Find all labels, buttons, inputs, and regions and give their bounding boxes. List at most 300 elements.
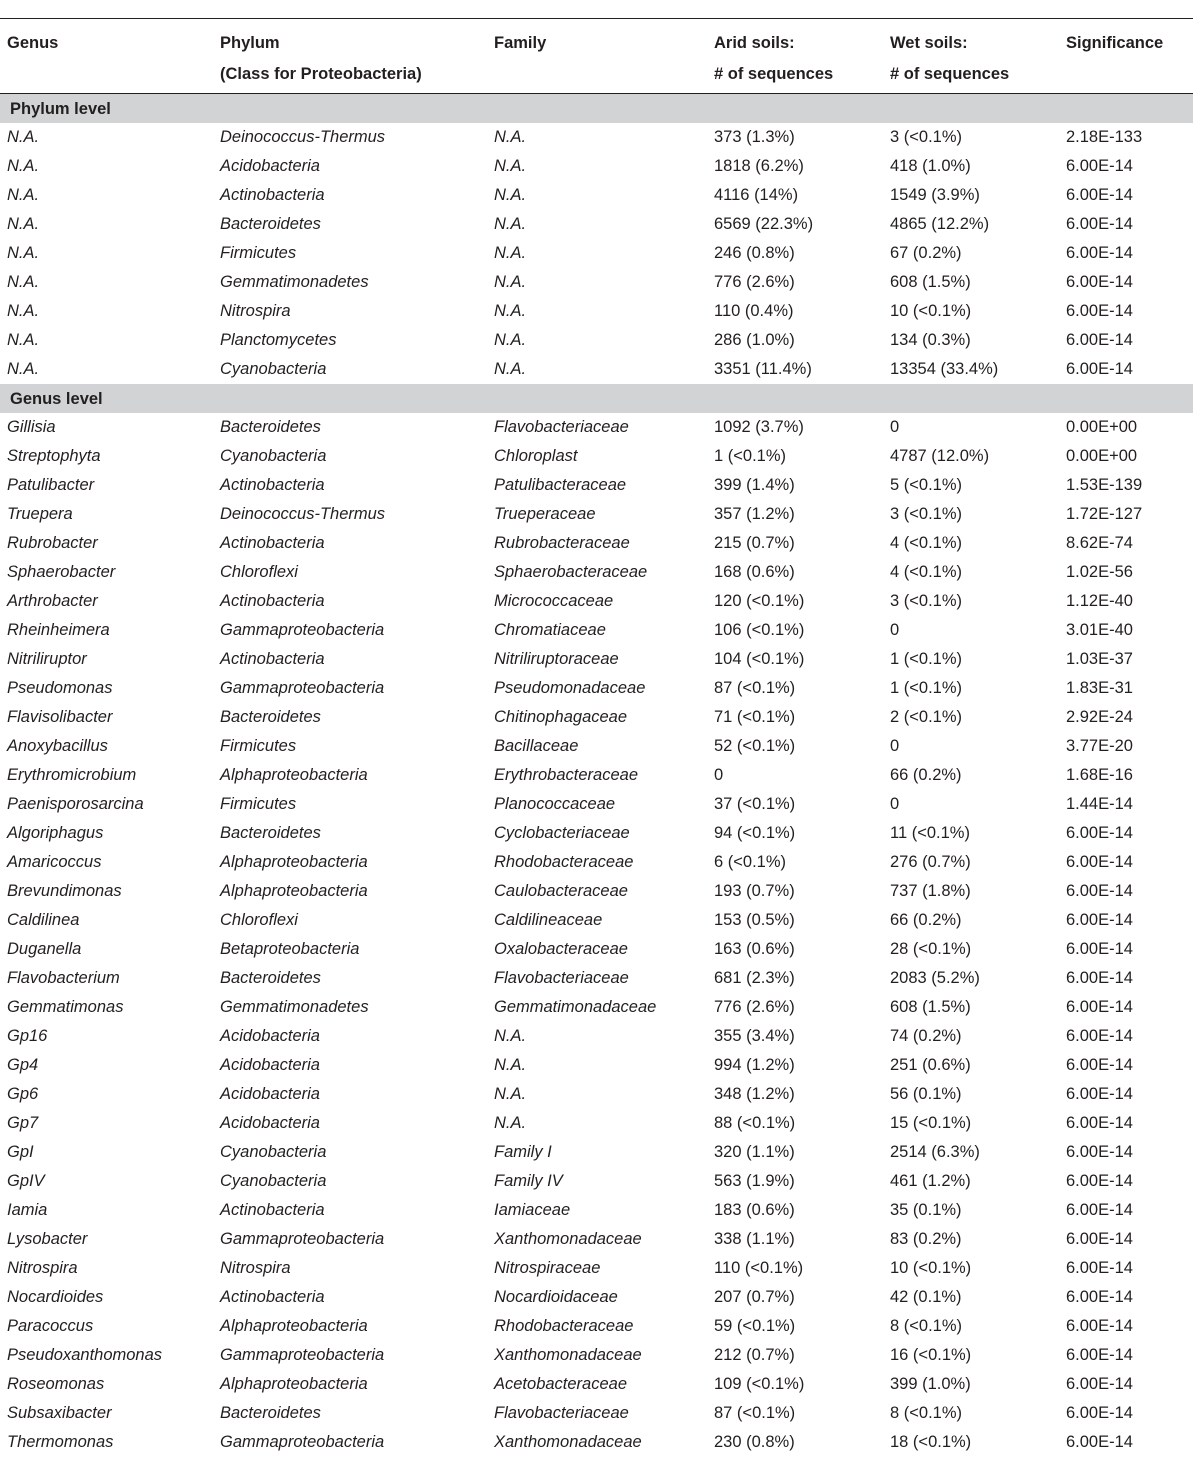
wet-cell: 83 (0.2%) — [890, 1230, 962, 1248]
family-cell: Chloroplast — [494, 447, 578, 465]
arid-cell: 994 (1.2%) — [714, 1056, 795, 1074]
table-row — [0, 819, 1193, 848]
family-cell: N.A. — [494, 157, 527, 175]
table-row — [0, 413, 1193, 442]
wet-cell: 608 (1.5%) — [890, 273, 971, 291]
genus-cell: Roseomonas — [7, 1375, 105, 1393]
genus-cell: Paenisporosarcina — [7, 795, 144, 813]
genus-cell: Patulibacter — [7, 476, 95, 494]
genus-cell: N.A. — [7, 186, 40, 204]
significance-cell: 1.53E-139 — [1066, 476, 1143, 494]
wet-cell: 4865 (12.2%) — [890, 215, 990, 233]
significance-cell: 6.00E-14 — [1066, 853, 1133, 871]
wet-cell: 1 (<0.1%) — [890, 679, 962, 697]
wet-cell: 134 (0.3%) — [890, 331, 971, 349]
significance-cell: 6.00E-14 — [1066, 1404, 1133, 1422]
genus-cell: Rheinheimera — [7, 621, 110, 639]
arid-cell: 776 (2.6%) — [714, 998, 795, 1016]
wet-cell: 0 — [890, 737, 900, 755]
family-cell: Nitrospiraceae — [494, 1259, 601, 1277]
arid-cell: 338 (1.1%) — [714, 1230, 795, 1248]
family-cell: N.A. — [494, 186, 527, 204]
wet-cell: 15 (<0.1%) — [890, 1114, 972, 1132]
header-arid-sequences: # of sequences — [714, 65, 834, 83]
significance-cell: 6.00E-14 — [1066, 998, 1133, 1016]
wet-cell: 2514 (6.3%) — [890, 1143, 980, 1161]
genus-cell: GpI — [7, 1143, 34, 1161]
wet-cell: 399 (1.0%) — [890, 1375, 971, 1393]
wet-cell: 0 — [890, 795, 900, 813]
phylum-cell: Cyanobacteria — [220, 1172, 327, 1190]
wet-cell: 0 — [890, 418, 900, 436]
genus-cell: N.A. — [7, 360, 40, 378]
family-cell: Sphaerobacteraceae — [494, 563, 648, 581]
table-row — [0, 1196, 1193, 1225]
arid-cell: 776 (2.6%) — [714, 273, 795, 291]
arid-cell: 348 (1.2%) — [714, 1085, 795, 1103]
phylum-cell: Chloroflexi — [220, 911, 298, 929]
phylum-cell: Bacteroidetes — [220, 708, 321, 726]
genus-cell: Anoxybacillus — [7, 737, 108, 755]
significance-cell: 6.00E-14 — [1066, 302, 1133, 320]
phylum-cell: Acidobacteria — [220, 1085, 320, 1103]
genus-cell: Iamia — [7, 1201, 48, 1219]
header-family: Family — [494, 34, 547, 52]
significance-cell: 6.00E-14 — [1066, 824, 1133, 842]
section-header-row — [0, 384, 1193, 413]
family-cell: Micrococcaceae — [494, 592, 614, 610]
wet-cell: 67 (0.2%) — [890, 244, 962, 262]
phylum-cell: Firmicutes — [220, 795, 297, 813]
table-row — [0, 993, 1193, 1022]
significance-cell: 6.00E-14 — [1066, 1143, 1133, 1161]
significance-cell: 6.00E-14 — [1066, 273, 1133, 291]
phylum-cell: Actinobacteria — [220, 186, 325, 204]
arid-cell: 37 (<0.1%) — [714, 795, 796, 813]
header-wet-soils: Wet soils: — [890, 34, 968, 52]
wet-cell: 35 (0.1%) — [890, 1201, 962, 1219]
table-row — [0, 123, 1193, 152]
arid-cell: 286 (1.0%) — [714, 331, 795, 349]
wet-cell: 74 (0.2%) — [890, 1027, 962, 1045]
table-row — [0, 877, 1193, 906]
significance-cell: 2.92E-24 — [1066, 708, 1133, 726]
table-row — [0, 471, 1193, 500]
phylum-cell: Gammaproteobacteria — [220, 1433, 385, 1451]
phylum-cell: Deinococcus-Thermus — [220, 128, 386, 146]
significance-cell: 1.44E-14 — [1066, 795, 1133, 813]
family-cell: N.A. — [494, 128, 527, 146]
family-cell: Flavobacteriaceae — [494, 1404, 629, 1422]
wet-cell: 13354 (33.4%) — [890, 360, 999, 378]
wet-cell: 4 (<0.1%) — [890, 534, 962, 552]
wet-cell: 0 — [890, 621, 900, 639]
data-table — [0, 18, 1193, 1457]
genus-cell: Truepera — [7, 505, 73, 523]
family-cell: Flavobacteriaceae — [494, 418, 629, 436]
family-cell: N.A. — [494, 215, 527, 233]
table-row — [0, 355, 1193, 384]
family-cell: N.A. — [494, 1114, 527, 1132]
phylum-cell: Gammaproteobacteria — [220, 1346, 385, 1364]
family-cell: Erythrobacteraceae — [494, 766, 638, 784]
family-cell: Iamiaceae — [494, 1201, 571, 1219]
significance-cell: 6.00E-14 — [1066, 1288, 1133, 1306]
table-header — [0, 19, 1193, 93]
genus-cell: N.A. — [7, 331, 40, 349]
genus-cell: Sphaerobacter — [7, 563, 116, 581]
significance-cell: 6.00E-14 — [1066, 157, 1133, 175]
family-cell: Pseudomonadaceae — [494, 679, 646, 697]
table-row — [0, 529, 1193, 558]
arid-cell: 106 (<0.1%) — [714, 621, 805, 639]
family-cell: Family I — [494, 1143, 552, 1161]
family-cell: Rubrobacteraceae — [494, 534, 630, 552]
table-row — [0, 1051, 1193, 1080]
genus-cell: Flavisolibacter — [7, 708, 113, 726]
wet-cell: 276 (0.7%) — [890, 853, 971, 871]
family-cell: Xanthomonadaceae — [494, 1230, 642, 1248]
genus-cell: GpIV — [7, 1172, 45, 1190]
genus-cell: Nocardioides — [7, 1288, 104, 1306]
arid-cell: 71 (<0.1%) — [714, 708, 796, 726]
genus-cell: N.A. — [7, 273, 40, 291]
phylum-cell: Actinobacteria — [220, 650, 325, 668]
wet-cell: 4787 (12.0%) — [890, 447, 990, 465]
arid-cell: 94 (<0.1%) — [714, 824, 796, 842]
family-cell: Cyclobacteriaceae — [494, 824, 630, 842]
header-phylum: Phylum — [220, 34, 280, 52]
significance-cell: 8.62E-74 — [1066, 534, 1133, 552]
phylum-cell: Actinobacteria — [220, 1288, 325, 1306]
family-cell: N.A. — [494, 302, 527, 320]
header-phylum-note: (Class for Proteobacteria) — [220, 65, 422, 83]
significance-cell: 6.00E-14 — [1066, 1317, 1133, 1335]
table-row — [0, 964, 1193, 993]
genus-cell: Erythromicrobium — [7, 766, 137, 784]
arid-cell: 109 (<0.1%) — [714, 1375, 805, 1393]
significance-cell: 3.77E-20 — [1066, 737, 1133, 755]
family-cell: N.A. — [494, 360, 527, 378]
phylum-cell: Gemmatimonadetes — [220, 998, 369, 1016]
family-cell: Xanthomonadaceae — [494, 1346, 642, 1364]
table-row — [0, 1080, 1193, 1109]
significance-cell: 6.00E-14 — [1066, 1027, 1133, 1045]
phylum-cell: Firmicutes — [220, 737, 297, 755]
genus-cell: Gp7 — [7, 1114, 39, 1132]
wet-cell: 28 (<0.1%) — [890, 940, 972, 958]
table-row — [0, 1109, 1193, 1138]
wet-cell: 10 (<0.1%) — [890, 1259, 972, 1277]
genus-cell: Gp4 — [7, 1056, 39, 1074]
arid-cell: 6569 (22.3%) — [714, 215, 814, 233]
family-cell: N.A. — [494, 1056, 527, 1074]
significance-cell: 0.00E+00 — [1066, 447, 1138, 465]
phylum-cell: Actinobacteria — [220, 592, 325, 610]
table-row — [0, 1341, 1193, 1370]
significance-cell: 6.00E-14 — [1066, 940, 1133, 958]
significance-cell: 1.12E-40 — [1066, 592, 1133, 610]
significance-cell: 6.00E-14 — [1066, 244, 1133, 262]
phylum-cell: Acidobacteria — [220, 157, 320, 175]
arid-cell: 4116 (14%) — [714, 186, 799, 204]
family-cell: N.A. — [494, 244, 527, 262]
table-row — [0, 645, 1193, 674]
genus-cell: Streptophyta — [7, 447, 101, 465]
phylum-cell: Actinobacteria — [220, 1201, 325, 1219]
table-row — [0, 1225, 1193, 1254]
arid-cell: 563 (1.9%) — [714, 1172, 795, 1190]
table-row — [0, 587, 1193, 616]
genus-cell: Pseudoxanthomonas — [7, 1346, 163, 1364]
genus-cell: Gemmatimonas — [7, 998, 124, 1016]
table-row — [0, 268, 1193, 297]
significance-cell: 6.00E-14 — [1066, 1375, 1133, 1393]
table-row — [0, 1428, 1193, 1457]
significance-cell: 6.00E-14 — [1066, 1056, 1133, 1074]
phylum-cell: Gammaproteobacteria — [220, 679, 385, 697]
table-row — [0, 442, 1193, 471]
genus-cell: Amaricoccus — [7, 853, 102, 871]
significance-cell: 6.00E-14 — [1066, 1346, 1133, 1364]
arid-cell: 52 (<0.1%) — [714, 737, 796, 755]
phylum-cell: Alphaproteobacteria — [220, 1375, 368, 1393]
header-genus: Genus — [7, 34, 59, 52]
genus-cell: Caldilinea — [7, 911, 80, 929]
arid-cell: 1818 (6.2%) — [714, 157, 804, 175]
arid-cell: 163 (0.6%) — [714, 940, 795, 958]
phylum-cell: Firmicutes — [220, 244, 297, 262]
wet-cell: 56 (0.1%) — [890, 1085, 962, 1103]
table-body — [0, 94, 1193, 1457]
header-significance: Significance — [1066, 34, 1164, 52]
significance-cell: 6.00E-14 — [1066, 882, 1133, 900]
wet-cell: 3 (<0.1%) — [890, 592, 962, 610]
phylum-cell: Nitrospira — [220, 302, 291, 320]
family-cell: N.A. — [494, 273, 527, 291]
table-row — [0, 297, 1193, 326]
phylum-cell: Cyanobacteria — [220, 447, 327, 465]
phylum-cell: Alphaproteobacteria — [220, 882, 368, 900]
arid-cell: 1 (<0.1%) — [714, 447, 786, 465]
phylum-cell: Deinococcus-Thermus — [220, 505, 386, 523]
phylum-cell: Alphaproteobacteria — [220, 1317, 368, 1335]
wet-cell: 608 (1.5%) — [890, 998, 971, 1016]
phylum-cell: Chloroflexi — [220, 563, 298, 581]
table-row — [0, 1254, 1193, 1283]
significance-cell: 6.00E-14 — [1066, 1433, 1133, 1451]
genus-cell: Gp16 — [7, 1027, 48, 1045]
wet-cell: 8 (<0.1%) — [890, 1404, 962, 1422]
table-row — [0, 616, 1193, 645]
arid-cell: 153 (0.5%) — [714, 911, 795, 929]
significance-cell: 3.01E-40 — [1066, 621, 1133, 639]
significance-cell: 6.00E-14 — [1066, 360, 1133, 378]
genus-cell: Brevundimonas — [7, 882, 122, 900]
family-cell: N.A. — [494, 331, 527, 349]
arid-cell: 0 — [714, 766, 724, 784]
genus-cell: N.A. — [7, 157, 40, 175]
phylum-cell: Cyanobacteria — [220, 1143, 327, 1161]
family-cell: Planococcaceae — [494, 795, 616, 813]
family-cell: N.A. — [494, 1027, 527, 1045]
phylum-cell: Bacteroidetes — [220, 418, 321, 436]
arid-cell: 110 (<0.1%) — [714, 1259, 804, 1277]
section-title: Phylum level — [10, 100, 111, 118]
family-cell: Chitinophagaceae — [494, 708, 628, 726]
genus-cell: Thermomonas — [7, 1433, 114, 1451]
significance-cell: 6.00E-14 — [1066, 969, 1133, 987]
arid-cell: 110 (0.4%) — [714, 302, 794, 320]
significance-cell: 6.00E-14 — [1066, 186, 1133, 204]
significance-cell: 6.00E-14 — [1066, 1172, 1133, 1190]
significance-cell: 1.68E-16 — [1066, 766, 1133, 784]
arid-cell: 230 (0.8%) — [714, 1433, 795, 1451]
section-header-row — [0, 94, 1193, 123]
phylum-cell: Gammaproteobacteria — [220, 1230, 385, 1248]
arid-cell: 104 (<0.1%) — [714, 650, 805, 668]
wet-cell: 1549 (3.9%) — [890, 186, 980, 204]
phylum-cell: Alphaproteobacteria — [220, 853, 368, 871]
genus-cell: Subsaxibacter — [7, 1404, 112, 1422]
phylum-cell: Acidobacteria — [220, 1114, 320, 1132]
genus-cell: Gillisia — [7, 418, 56, 436]
genus-cell: Arthrobacter — [7, 592, 98, 610]
table-row — [0, 790, 1193, 819]
wet-cell: 16 (<0.1%) — [890, 1346, 972, 1364]
significance-cell: 6.00E-14 — [1066, 1085, 1133, 1103]
phylum-cell: Bacteroidetes — [220, 824, 321, 842]
phylum-cell: Gemmatimonadetes — [220, 273, 369, 291]
genus-cell: Pseudomonas — [7, 679, 113, 697]
family-cell: Family IV — [494, 1172, 563, 1190]
significance-cell: 1.02E-56 — [1066, 563, 1133, 581]
wet-cell: 251 (0.6%) — [890, 1056, 971, 1074]
table-row — [0, 1370, 1193, 1399]
arid-cell: 168 (0.6%) — [714, 563, 795, 581]
arid-cell: 193 (0.7%) — [714, 882, 795, 900]
phylum-cell: Betaproteobacteria — [220, 940, 360, 958]
wet-cell: 1 (<0.1%) — [890, 650, 962, 668]
table-row — [0, 558, 1193, 587]
significance-cell: 1.03E-37 — [1066, 650, 1133, 668]
wet-cell: 461 (1.2%) — [890, 1172, 971, 1190]
wet-cell: 18 (<0.1%) — [890, 1433, 972, 1451]
wet-cell: 11 (<0.1%) — [890, 824, 970, 842]
phylum-cell: Planctomycetes — [220, 331, 337, 349]
arid-cell: 6 (<0.1%) — [714, 853, 786, 871]
wet-cell: 5 (<0.1%) — [890, 476, 962, 494]
phylum-cell: Gammaproteobacteria — [220, 621, 385, 639]
table-row — [0, 152, 1193, 181]
significance-cell: 6.00E-14 — [1066, 911, 1133, 929]
significance-cell: 6.00E-14 — [1066, 1230, 1133, 1248]
arid-cell: 207 (0.7%) — [714, 1288, 795, 1306]
family-cell: Nitriliruptoraceae — [494, 650, 619, 668]
family-cell: Chromatiaceae — [494, 621, 606, 639]
family-cell: Rhodobacteraceae — [494, 1317, 634, 1335]
arid-cell: 59 (<0.1%) — [714, 1317, 796, 1335]
table-row — [0, 848, 1193, 877]
table-row — [0, 761, 1193, 790]
table-row — [0, 674, 1193, 703]
table-row — [0, 181, 1193, 210]
family-cell: Patulibacteraceae — [494, 476, 627, 494]
arid-cell: 355 (3.4%) — [714, 1027, 795, 1045]
arid-cell: 399 (1.4%) — [714, 476, 795, 494]
arid-cell: 246 (0.8%) — [714, 244, 795, 262]
family-cell: N.A. — [494, 1085, 527, 1103]
family-cell: Bacillaceae — [494, 737, 579, 755]
phylum-cell: Acidobacteria — [220, 1027, 320, 1045]
table-row — [0, 239, 1193, 268]
wet-cell: 737 (1.8%) — [890, 882, 971, 900]
table-row — [0, 935, 1193, 964]
header-wet-sequences: # of sequences — [890, 65, 1010, 83]
family-cell: Oxalobacteraceae — [494, 940, 628, 958]
genus-cell: Duganella — [7, 940, 82, 958]
genus-cell: Rubrobacter — [7, 534, 98, 552]
wet-cell: 3 (<0.1%) — [890, 505, 962, 523]
arid-cell: 373 (1.3%) — [714, 128, 795, 146]
arid-cell: 681 (2.3%) — [714, 969, 795, 987]
family-cell: Xanthomonadaceae — [494, 1433, 642, 1451]
family-cell: Gemmatimonadaceae — [494, 998, 657, 1016]
genus-cell: N.A. — [7, 302, 40, 320]
phylum-cell: Bacteroidetes — [220, 969, 321, 987]
phylum-cell: Cyanobacteria — [220, 360, 327, 378]
header-arid-soils: Arid soils: — [714, 34, 795, 52]
family-cell: Rhodobacteraceae — [494, 853, 634, 871]
arid-cell: 215 (0.7%) — [714, 534, 795, 552]
phylum-cell: Alphaproteobacteria — [220, 766, 368, 784]
genus-cell: Nitriliruptor — [7, 650, 87, 668]
arid-cell: 87 (<0.1%) — [714, 1404, 796, 1422]
genus-cell: N.A. — [7, 244, 40, 262]
genus-cell: Lysobacter — [7, 1230, 88, 1248]
family-cell: Caldilineaceae — [494, 911, 603, 929]
significance-cell: 6.00E-14 — [1066, 1201, 1133, 1219]
family-cell: Acetobacteraceae — [494, 1375, 628, 1393]
table-row — [0, 906, 1193, 935]
arid-cell: 120 (<0.1%) — [714, 592, 805, 610]
significance-cell: 6.00E-14 — [1066, 331, 1133, 349]
table-row — [0, 1138, 1193, 1167]
arid-cell: 357 (1.2%) — [714, 505, 795, 523]
phylum-cell: Bacteroidetes — [220, 1404, 321, 1422]
significance-cell: 6.00E-14 — [1066, 1259, 1133, 1277]
wet-cell: 8 (<0.1%) — [890, 1317, 962, 1335]
phylum-cell: Nitrospira — [220, 1259, 291, 1277]
arid-cell: 183 (0.6%) — [714, 1201, 795, 1219]
wet-cell: 2 (<0.1%) — [890, 708, 962, 726]
phylum-cell: Bacteroidetes — [220, 215, 321, 233]
table-row — [0, 210, 1193, 239]
significance-cell: 2.18E-133 — [1066, 128, 1143, 146]
significance-cell: 6.00E-14 — [1066, 1114, 1133, 1132]
phylum-cell: Actinobacteria — [220, 534, 325, 552]
arid-cell: 3351 (11.4%) — [714, 360, 812, 378]
table-row — [0, 1167, 1193, 1196]
arid-cell: 87 (<0.1%) — [714, 679, 796, 697]
table-row — [0, 1312, 1193, 1341]
significance-cell: 1.72E-127 — [1066, 505, 1143, 523]
table-row — [0, 1022, 1193, 1051]
table-row — [0, 732, 1193, 761]
genus-cell: Flavobacterium — [7, 969, 120, 987]
wet-cell: 66 (0.2%) — [890, 911, 962, 929]
arid-cell: 212 (0.7%) — [714, 1346, 795, 1364]
